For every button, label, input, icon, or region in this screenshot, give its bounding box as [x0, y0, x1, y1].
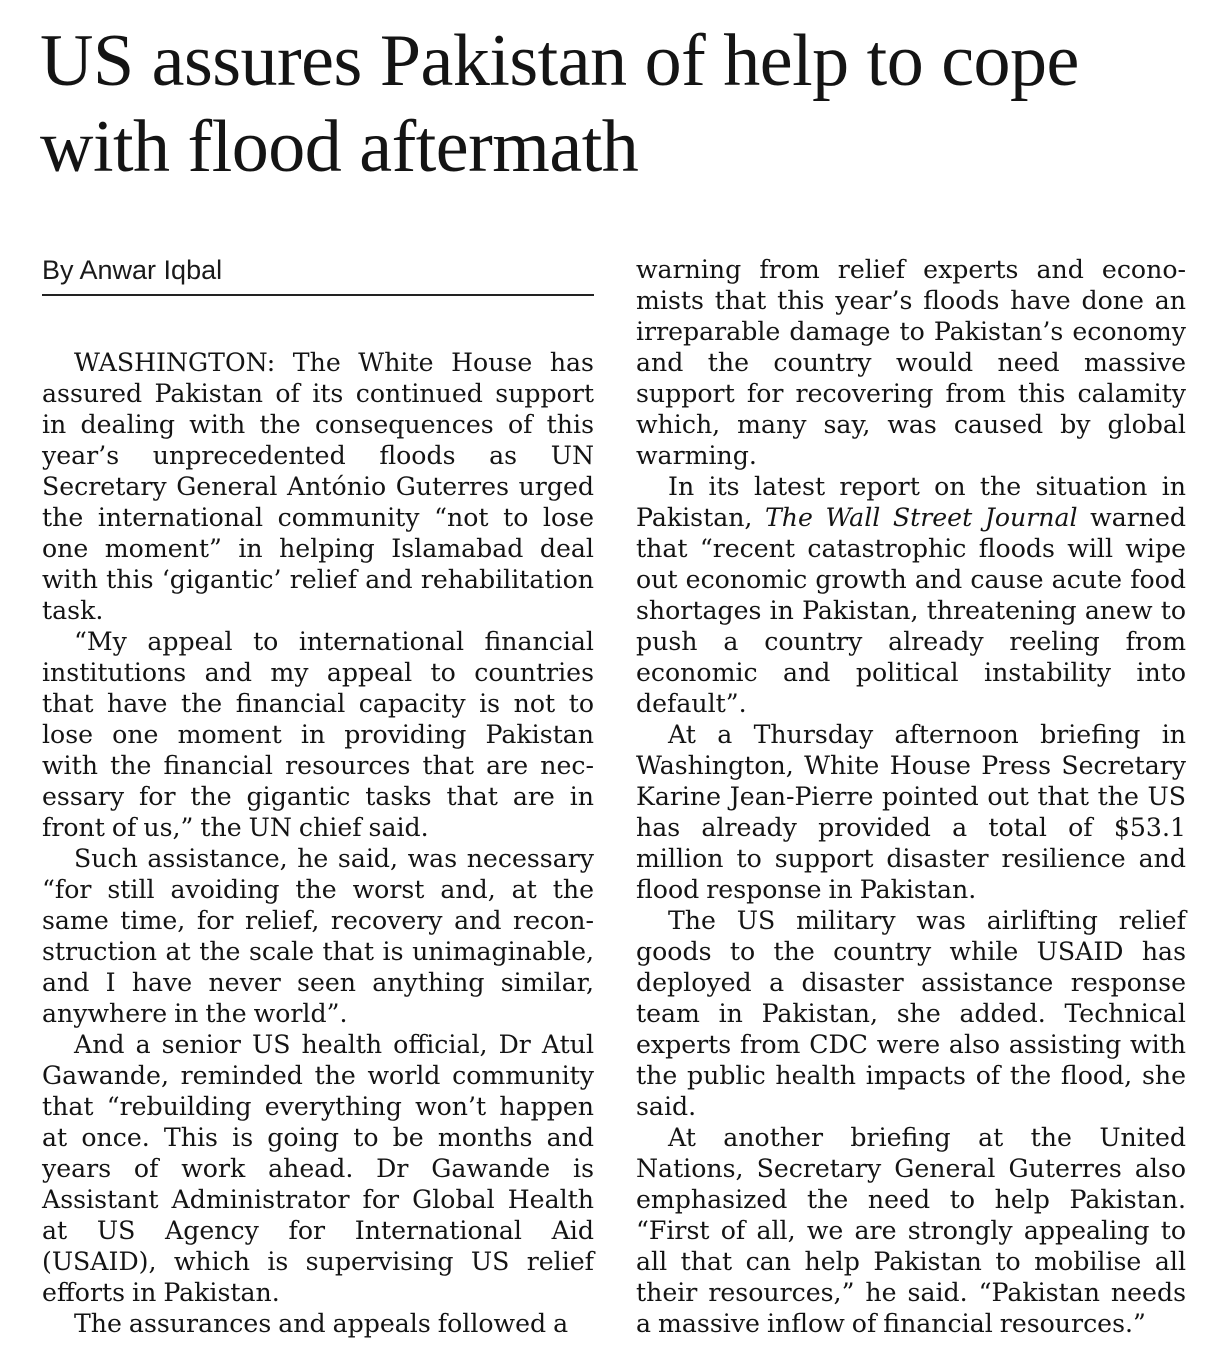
article-column-left: [42, 347, 594, 1339]
article-paragraph: The assurances and appeals followed a: [74, 1309, 569, 1338]
article-paragraph-continued: warning from relief experts and economists that this year’s floods have done an irreparable damage to Pakistan’s economy and the country would need massive support for recovering from this calamity which, many say, was caused by global warming.: [636, 255, 1186, 470]
article-paragraph: “My appeal to international financial institutions and my appeal to countries that have the financial capacity is not to lose one moment in providing Pakistan with the financial resources that are necessary for the gigantic tasks that are in front of us,” the UN chief said.: [42, 627, 594, 842]
article-paragraph: And a senior US health official, Dr Atul Gawande, reminded the world community that “rebuilding everything won’t happen at once. This is going to be months and years of work ahead. Dr Gawande is Assistant Administrator for Global Health at US Agency for International Aid (USAID), which is supervising US relief efforts in Pakistan.: [42, 1030, 594, 1307]
article-byline: By Anwar Iqbal: [42, 252, 594, 296]
article-paragraph: At another briefing at the United Nations, Secretary General Guterres also emphasized the need to help Pakistan. “First of all, we are strongly appealing to all that can help Pakistan to mobilise all their resources,” he said. “Pakistan needs a massive inflow of financial resources.”: [636, 1123, 1186, 1338]
article-headline: US assures Pakistan of help to cope with flood aftermath: [40, 20, 1079, 188]
article-paragraph: At a Thursday afternoon briefing in Washington, White House Press Secretary Karine Jean-Pierre pointed out that the US has already provided a total of $53.1 million to support disaster resilience and flood response in Pakistan.: [636, 720, 1186, 904]
article-text: warned that “recent catastrophic floods will wipe out economic growth and cause acute food shortages in Pakistan, threatening anew to push a country already reeling from economic and political instability into default”.: [636, 503, 1186, 718]
article-column-right: [636, 254, 1186, 1339]
article-paragraph: Such assistance, he said, was necessary “for still avoiding the worst and, at the same time, for relief, recovery and reconstruction at the scale that is unimaginable, and I have never seen anything similar, anywhere in the world”.: [42, 844, 594, 1028]
article-paragraph: [636, 471, 1186, 719]
article-paragraph: WASHINGTON: The White House has assured Pakistan of its continued support in dealing with the consequences of this year’s unprecedented floods as UN Secretary General António Guterres urged the international community “not to lose one moment” in helping Islamabad deal with this ‘gigantic’ relief and rehabilitation task.: [42, 348, 594, 625]
article-paragraph: The US military was airlifting relief goods to the country while USAID has deployed a disaster assistance response team in Pakistan, she added. Technical experts from CDC were also assisting with the public health impacts of the flood, she said.: [636, 906, 1186, 1121]
publication-title: The Wall Street Journal: [765, 503, 1078, 532]
article-text: In its latest report on the situation in Pakistan,: [636, 472, 1186, 532]
